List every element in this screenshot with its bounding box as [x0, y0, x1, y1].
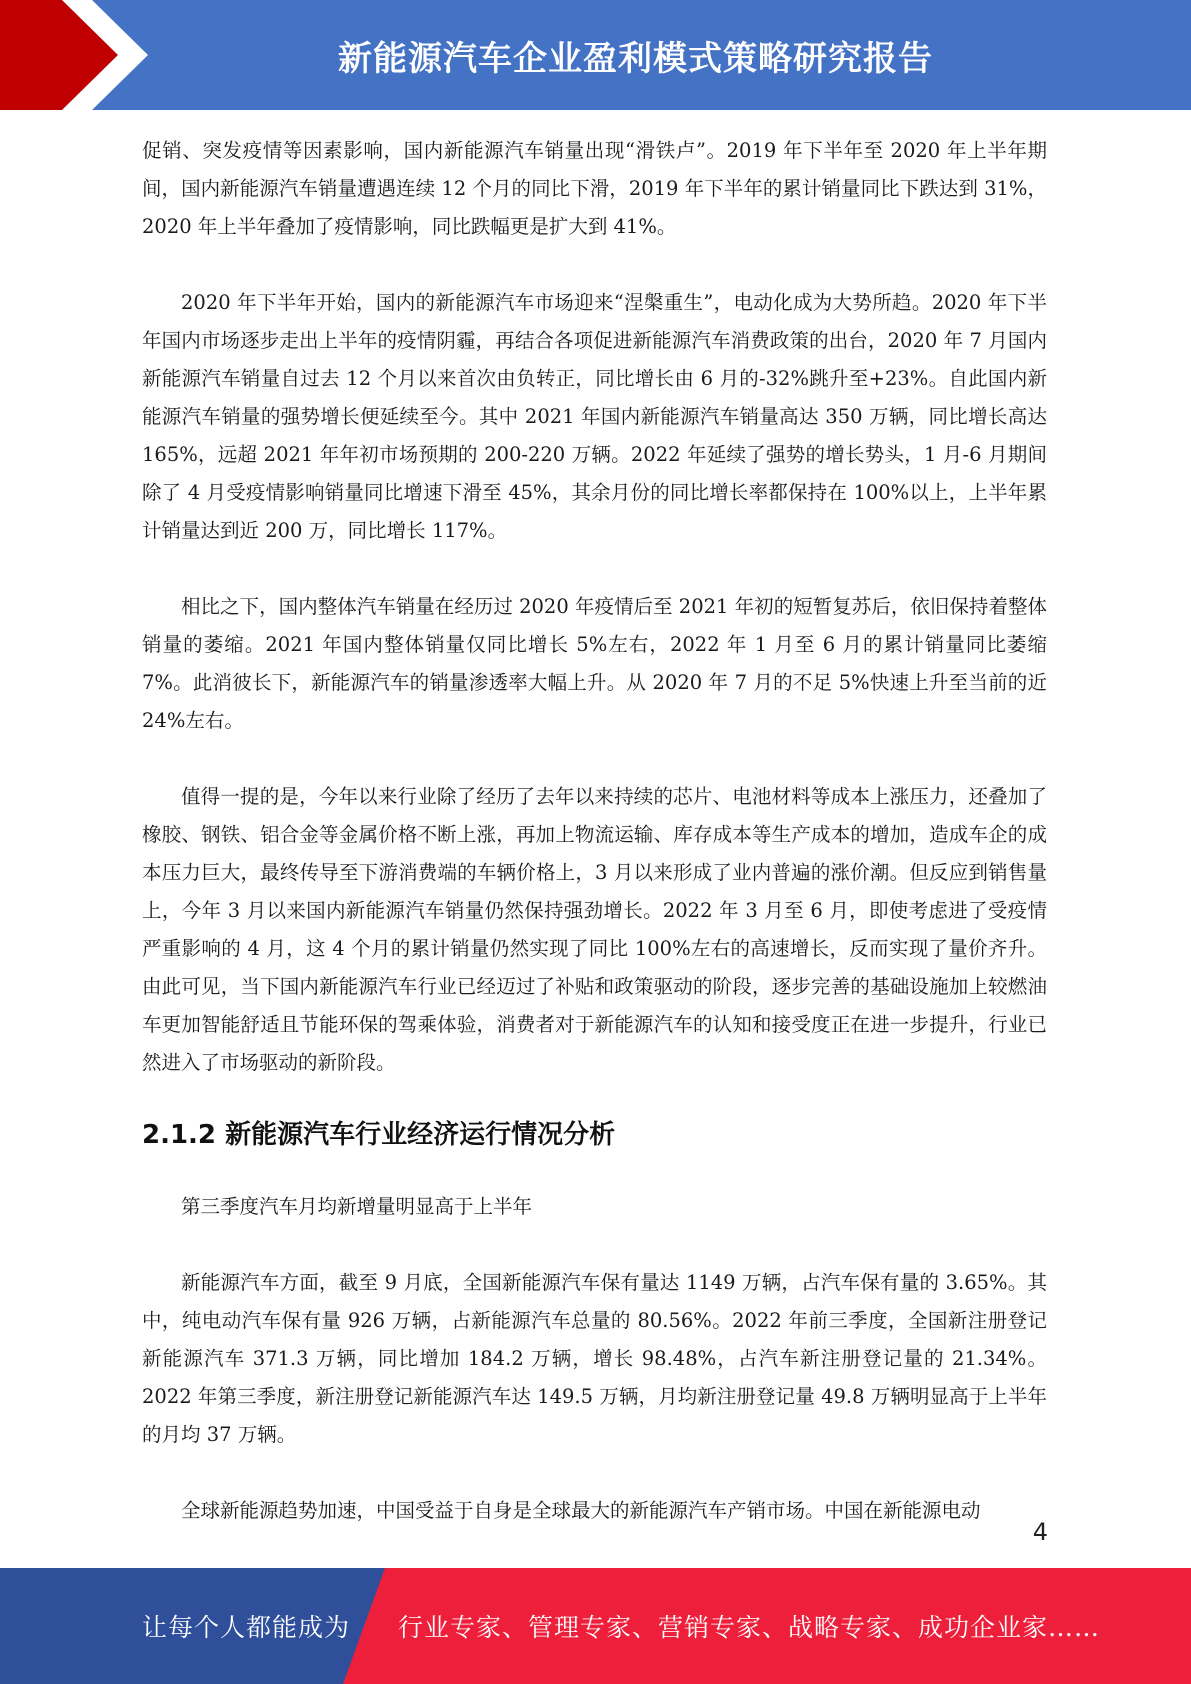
paragraph-6: 全球新能源趋势加速，中国受益于自身是全球最大的新能源汽车产销市场。中国在新能源电动: [181, 1499, 981, 1522]
page-footer: [0, 1568, 1191, 1684]
footer-slogan-right: 行业专家、管理专家、营销专家、战略专家、成功企业家……: [398, 1613, 1101, 1642]
header-chevron-decoration: [0, 0, 160, 110]
page-number: 4: [1032, 1518, 1048, 1546]
paragraph-2: 2020 年下半年开始，国内的新能源汽车市场迎来“涅槃重生”，电动化成为大势所趋。2020 年下半年国内市场逐步走出上半年的疫情阴霾，再结合各项促进新能源汽车消费政策的出台，2020 年 7 月国内新能源汽车销量自过去 12 个月以来首次由负转正，同比增长由 6 月的-32%跳升至+23%。自此国内新能源汽车销量的强势增长便延续至今。其中 2021 年国内新能源汽车销量高达 350 万辆，同比增长高达 165%，远超 2021 年年初市场预期的 200-220 万辆。2022 年延续了强势的增长势头，1 月-6 月期间除了 4 月受疫情影响销量同比增速下滑至 45%，其余月份的同比增长率都保持在 100%以上，上半年累计销量达到近 200 万，同比增长 117%。: [142, 291, 1047, 542]
footer-slogan-left: 让每个人都能成为: [142, 1613, 351, 1642]
paragraph-1: 促销、突发疫情等因素影响，国内新能源汽车销量出现“滑铁卢”。2019 年下半年至 2020 年上半年期间，国内新能源汽车销量遭遇连续 12 个月的同比下滑，2019 年下半年的累计销量同比下跌达到 31%，2020 年上半年叠加了疫情影响，同比跌幅更是扩大到 41%。: [142, 139, 1047, 238]
paragraph-3: 相比之下，国内整体汽车销量在经历过 2020 年疫情后至 2021 年初的短暂复苏后，依旧保持着整体销量的萎缩。2021 年国内整体销量仅同比增长 5%左右，2022 年 1 月至 6 月的累计销量同比萎缩 7%。此消彼长下，新能源汽车的销量渗透率大幅上升。从 2020 年 7 月的不足 5%快速上升至当前的近 24%左右。: [142, 595, 1047, 732]
section-heading: 2.1.2 新能源汽车行业经济运行情况分析: [142, 1120, 616, 1150]
document-body: [142, 132, 1047, 1530]
page-header: [0, 0, 1191, 110]
paragraph-subheading: 第三季度汽车月均新增量明显高于上半年: [181, 1195, 533, 1218]
paragraph-5: 新能源汽车方面，截至 9 月底，全国新能源汽车保有量达 1149 万辆，占汽车保有量的 3.65%。其中，纯电动汽车保有量 926 万辆，占新能源汽车总量的 80.56%。2022 年前三季度，全国新注册登记新能源汽车 371.3 万辆，同比增加 184.2 万辆，增长 98.48%，占汽车新注册登记量的 21.34%。2022 年第三季度，新注册登记新能源汽车达 149.5 万辆，月均新注册登记量 49.8 万辆明显高于上半年的月均 37 万辆。: [142, 1271, 1047, 1446]
paragraph-4: 值得一提的是，今年以来行业除了经历了去年以来持续的芯片、电池材料等成本上涨压力，还叠加了橡胶、钢铁、铝合金等金属价格不断上涨，再加上物流运输、库存成本等生产成本的增加，造成车企的成本压力巨大，最终传导至下游消费端的车辆价格上，3 月以来形成了业内普遍的涨价潮。但反应到销售量上，今年 3 月以来国内新能源汽车销量仍然保持强劲增长。2022 年 3 月至 6 月，即使考虑进了受疫情严重影响的 4 月，这 4 个月的累计销量仍然实现了同比 100%左右的高速增长，反而实现了量价齐升。由此可见，当下国内新能源汽车行业已经迈过了补贴和政策驱动的阶段，逐步完善的基础设施加上较燃油车更加智能舒适且节能环保的驾乘体验，消费者对于新能源汽车的认知和接受度正在进一步提升，行业已然进入了市场驱动的新阶段。: [142, 785, 1047, 1074]
report-title: 新能源汽车企业盈利模式策略研究报告: [338, 38, 933, 79]
